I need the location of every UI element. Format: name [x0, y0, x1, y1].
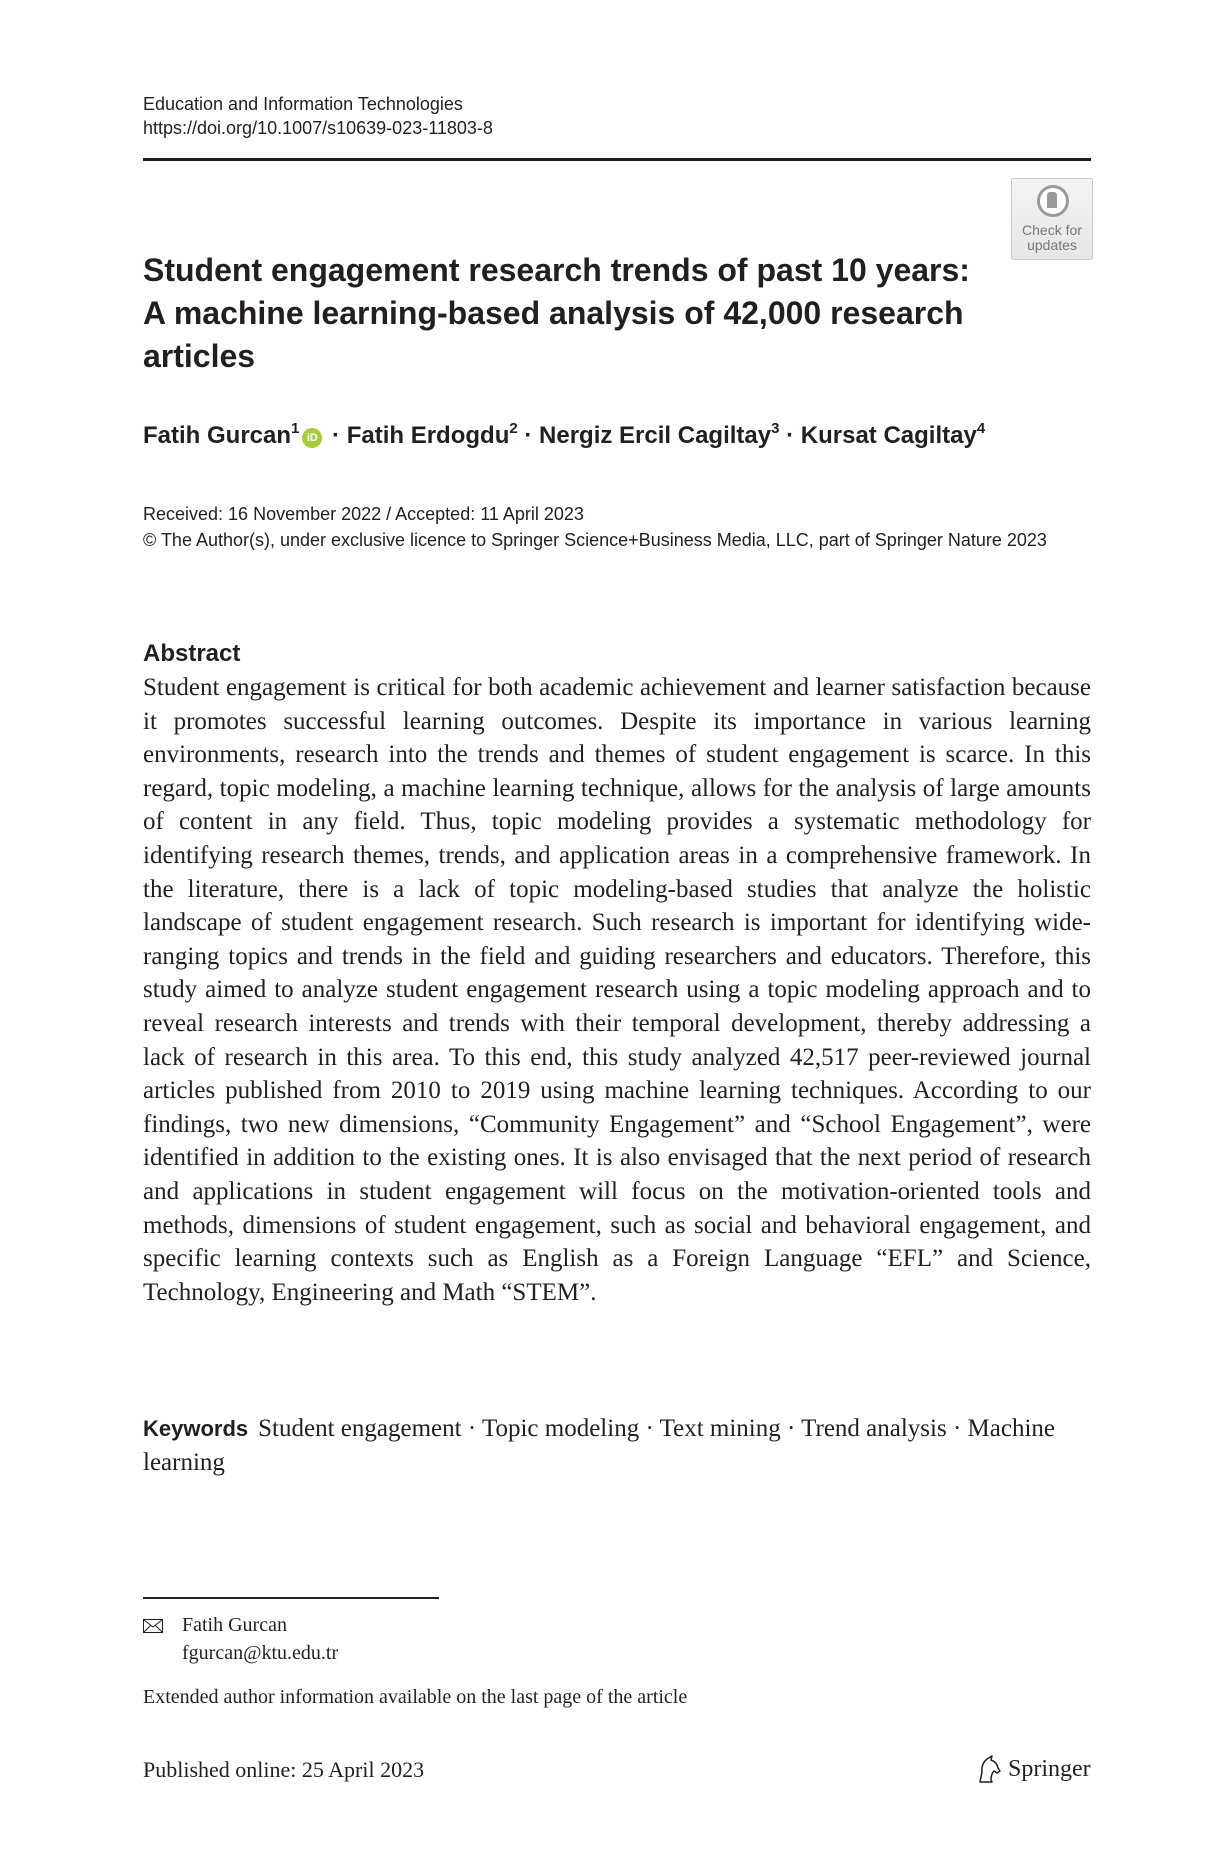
- author[interactable]: [143, 422, 299, 449]
- crossmark-icon: [1037, 185, 1069, 217]
- abstract-text: Student engagement is critical for both academic achievement and learner satisfaction because it promotes successful learning outcomes. Despite its importance in various learning environments, research into the trends and themes of student engagement is scarce. In this regard, topic modeling, a machine learning technique, allows for the analysis of large amounts of content in any field. Thus, topic modeling provides a systematic methodology for identifying research themes, trends, and application areas in a comprehensive framework. In the literature, there is a lack of topic modeling-based studies that analyze the holistic landscape of student engagement research. Such research is important for identifying wide-ranging topics and trends in the field and guiding researchers and educators. Therefore, this study aimed to analyze student engagement research using a topic modeling approach and to reveal research interests and trends with their temporal development, thereby addressing a lack of research in this area. To this end, this study analyzed 42,517 peer-reviewed journal articles published from 2010 to 2019 using machine learning techniques. According to our findings, two new dimensions, “Community Engagement” and “School Engagement”, were identified in addition to the existing ones. It is also envisaged that the next period of research and applications in student engagement will focus on the motivation-oriented tools and methods, dimensions of student engagement, such as social and behavioral engagement, and specific learning contexts such as English as a Foreign Language “EFL” and Science, Technology, Engineering and Math “STEM”.: [143, 674, 1091, 1306]
- author-affiliation: 1: [291, 420, 300, 437]
- author-name: Kursat Cagiltay: [800, 422, 977, 449]
- publisher-name: Springer: [1008, 1756, 1091, 1782]
- badge-line-2: updates: [1027, 237, 1077, 253]
- journal-header: [143, 92, 493, 140]
- author[interactable]: [539, 422, 779, 449]
- springer-horse-icon: [976, 1754, 1002, 1784]
- orcid-icon[interactable]: iD: [302, 428, 322, 448]
- keywords: [143, 1412, 1091, 1479]
- extended-author-info: Extended author information available on the last page of the article: [143, 1686, 688, 1708]
- author-affiliation: 3: [771, 420, 780, 437]
- keywords-label: Keywords: [143, 1416, 249, 1441]
- journal-name: Education and Information Technologies: [143, 94, 463, 114]
- badge-line-1: Check for: [1022, 222, 1082, 238]
- keywords-text: Student engagement · Topic modeling · Text mining · Trend analysis · Machine learning: [143, 1415, 1055, 1476]
- envelope-icon: [143, 1619, 163, 1633]
- author[interactable]: [801, 422, 985, 449]
- author-separator: ·: [517, 422, 540, 449]
- header-rule: [143, 158, 1091, 161]
- author-affiliation: 4: [976, 420, 986, 437]
- doi-link[interactable]: https://doi.org/10.1007/s10639-023-11803-8: [143, 118, 493, 138]
- copyright-notice: © The Author(s), under exclusive licence to Springer Science+Business Media, LLC, part of Springer Nature 2023: [143, 530, 1047, 550]
- corresponding-name: Fatih Gurcan: [182, 1614, 287, 1636]
- footnote-rule: [143, 1597, 439, 1599]
- author[interactable]: [347, 422, 518, 449]
- author-separator: ·: [325, 422, 347, 449]
- author-name: Fatih Gurcan: [143, 422, 292, 449]
- corresponding-email[interactable]: fgurcan@ktu.edu.tr: [182, 1642, 339, 1664]
- article-title: Student engagement research trends of past 10 years: A machine learning-based analysis of 42,000 research articles: [143, 252, 970, 374]
- author-list: [143, 420, 985, 452]
- check-for-updates-badge[interactable]: [1011, 178, 1093, 260]
- abstract-heading: Abstract: [143, 640, 241, 667]
- received-accepted: Received: 16 November 2022 / Accepted: 11 April 2023: [143, 504, 584, 524]
- author-affiliation: 2: [509, 420, 518, 437]
- published-online: Published online: 25 April 2023: [143, 1757, 425, 1782]
- corresponding-author: [182, 1611, 338, 1667]
- article-dates: [143, 501, 1091, 553]
- publisher-logo[interactable]: [976, 1752, 1091, 1786]
- author-name: Fatih Erdogdu: [346, 422, 510, 449]
- author-name: Nergiz Ercil Cagiltay: [539, 422, 772, 449]
- author-separator: ·: [779, 422, 801, 449]
